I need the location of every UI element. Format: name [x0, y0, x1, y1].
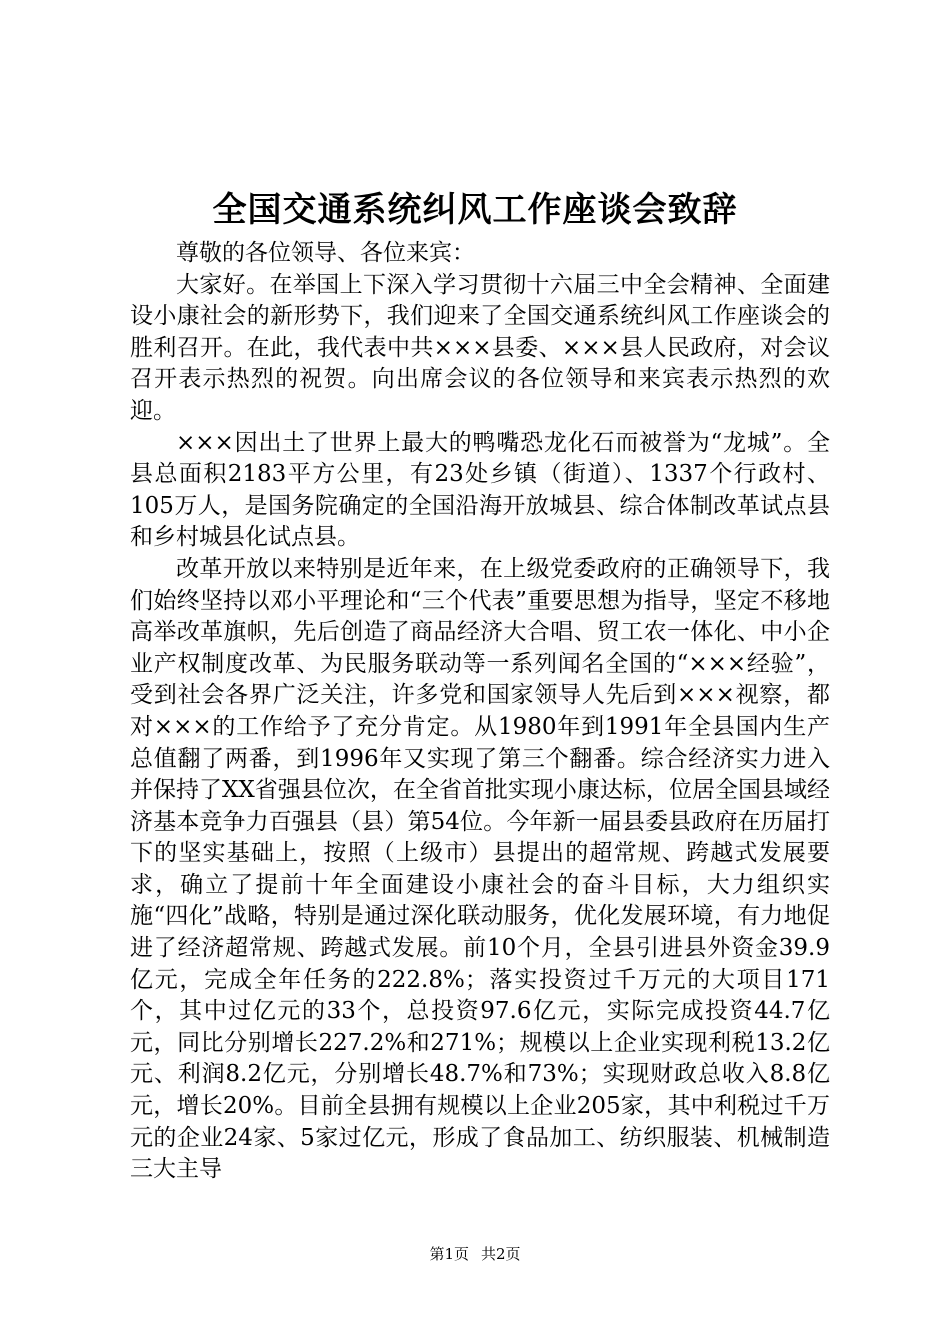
document-body [130, 238, 830, 1186]
page-footer [0, 1244, 950, 1264]
salutation-paragraph: 尊敬的各位领导、各位来宾： [176, 240, 475, 266]
page-number: 第1页 [429, 1245, 469, 1263]
document-title: 全国交通系统纠风工作座谈会致辞 [212, 190, 738, 230]
page-total: 共2页 [481, 1245, 521, 1263]
body-paragraph: 大家好。在举国上下深入学习贯彻十六届三中全会精神、全面建设小康社会的新形势下，我们迎来了全国交通系统纠风工作座谈会的胜利召开。在此，我代表中共×××县委、×××县人民政府，对会议召开表示热烈的祝贺。向出席会议的各位领导和来宾表示热烈的欢迎。 [130, 271, 830, 424]
body-paragraph: ×××因出土了世界上最大的鸭嘴恐龙化石而被誉为“龙城”。全县总面积2183平方公里，有23处乡镇（街道）、1337个行政村、105万人，是国务院确定的全国沿海开放城县、综合体制改革试点县和乡村城县化试点县。 [130, 429, 830, 551]
body-paragraph: 改革开放以来特别是近年来，在上级党委政府的正确领导下，我们始终坚持以邓小平理论和“三个代表”重要思想为指导，坚定不移地高举改革旗帜，先后创造了商品经济大合唱、贸工农一体化、中小企业产权制度改革、为民服务联动等一系列闻名全国的“×××经验”，受到社会各界广泛关注，许多党和国家领导人先后到×××视察，都对×××的工作给予了充分肯定。从1980年到1991年全县国内生产总值翻了两番，到1996年又实现了第三个翻番。综合经济实力进入并保持了XX省强县位次，在全省首批实现小康达标，位居全国县域经济基本竞争力百强县（县）第54位。今年新一届县委县政府在历届打下的坚实基础上，按照（上级市）县提出的超常规、跨越式发展要求，确立了提前十年全面建设小康社会的奋斗目标，大力组织实施“四化”战略，特别是通过深化联动服务，优化发展环境，有力地促进了经济超常规、跨越式发展。前10个月，全县引进县外资金39.9亿元，完成全年任务的222.8%；落实投资过千万元的大项目171个，其中过亿元的33个，总投资97.6亿元，实际完成投资44.7亿元，同比分别增长227.2%和271%；规模以上企业实现利税13.2亿元、利润8.2亿元，分别增长48.7%和73%；实现财政总收入8.8亿元，增长20%。目前全县拥有规模以上企业205家，其中利税过千万元的企业24家、5家过亿元，形成了食品加工、纺织服装、机械制造三大主导 [130, 555, 830, 1183]
